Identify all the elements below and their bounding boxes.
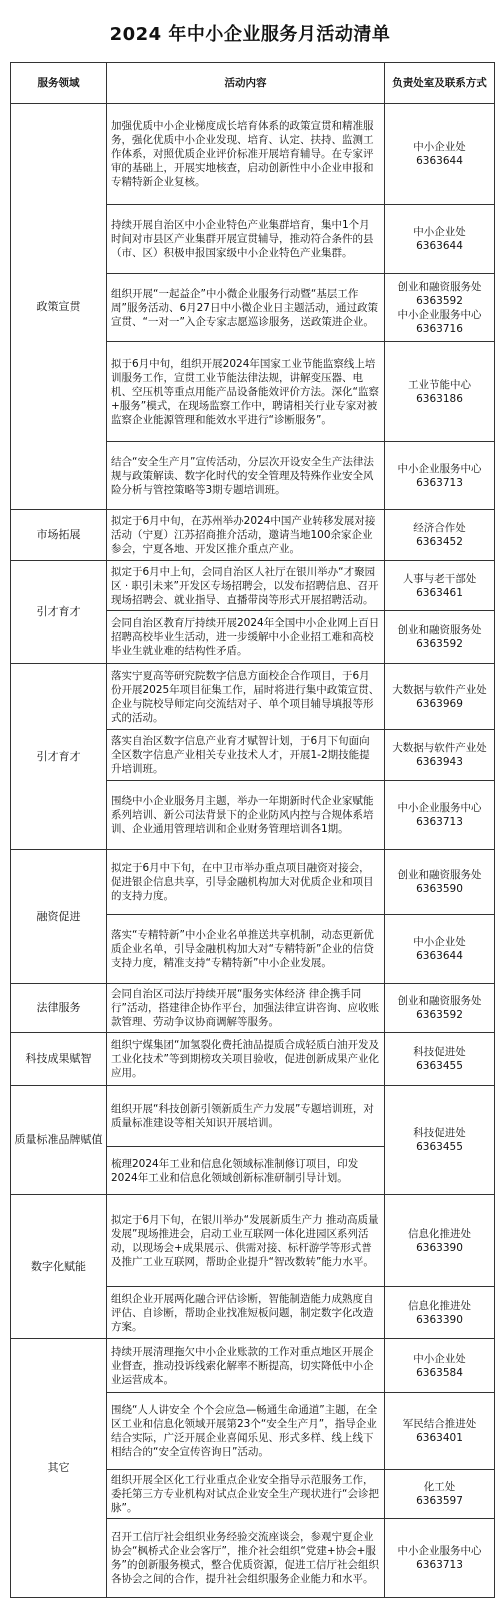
- dept-name: 经济合作处: [413, 522, 466, 534]
- dept-phone: 6363716: [416, 322, 463, 335]
- dept-name: 创业和融资服务处: [397, 995, 482, 1007]
- responsible-dept-cell: [385, 730, 495, 781]
- responsible-dept-cell: [385, 850, 495, 915]
- table-row: [11, 1086, 495, 1147]
- dept-name: 中小企业服务中心: [397, 1545, 482, 1557]
- dept-name: 中小企业处: [413, 936, 466, 948]
- activity-content-cell: 落实“专精特新”中小企业名单推送共享机制，动态更新优质企业名单，引导金融机构加大对“专精特新”企业的信贷支持力度，精准支持“专精特新”中小企业发展。: [107, 915, 385, 984]
- dept-name: 中小企业处: [413, 226, 466, 238]
- responsible-dept-cell: [385, 342, 495, 442]
- dept-name: 信息化推进处: [408, 1299, 471, 1312]
- dept-phone: 6363943: [416, 756, 463, 768]
- table-header-row: [11, 63, 495, 104]
- dept-name: 人事与老干部处: [402, 572, 477, 585]
- responsible-dept-cell: [385, 664, 495, 730]
- activity-content-cell: 组织宁煤集团“加氢裂化费托油品提质合成轻质白油开发及工业化技术”等到期榜攻关项目验收，促进创新成果产业化应用。: [107, 1033, 385, 1086]
- table-row: [11, 1033, 495, 1086]
- activity-content-cell: 围绕“人人讲安全 个个会应急—畅通生命通道”主题，在全区工业和信息化领域开展第23个“安全生产月”，指导企业结合实际，广泛开展企业喜闻乐见、形式多样、线上线下相结合的“安全宣传咨询日”活动。: [107, 1393, 385, 1470]
- dept-name: 中小企业服务中心: [397, 802, 482, 814]
- activity-content-cell: 落实宁夏高等研究院数字信息方面校企合作项目，于6月份开展2025年项目征集工作，届时将进行集中政策宣贯、企业与院校导师定向交流结对子、单个项目辅导填报等形式的活动。: [107, 664, 385, 730]
- responsible-dept-cell: [385, 781, 495, 850]
- table-row: [11, 1195, 495, 1287]
- dept-phone: 6363713: [416, 1559, 463, 1571]
- responsible-dept-cell: [385, 205, 495, 274]
- activity-content-cell: 拟定于6月中下旬，在中卫市举办重点项目融资对接会，促进银企信息共享，引导金融机构加大对优质企业和项目的支持力度。: [107, 850, 385, 915]
- dept-phone: 6363597: [416, 1495, 463, 1507]
- dept-phone: 6363455: [416, 1060, 463, 1072]
- activity-content-cell: 持续开展清理拖欠中小企业账款的工作对重点地区开展企业督查，推动投诉线索化解率不断提高，切实降低中小企业运营成本。: [107, 1339, 385, 1393]
- responsible-dept-cell: [385, 104, 495, 205]
- header-responsible-dept: 负责处室及联系方式: [385, 63, 495, 104]
- activity-content-cell: 结合“安全生产月”宣传活动，分层次开设安全生产法律法规与政策解读、数字化时代的安全管理及特殊作业安全风险分析与管控策略等3期专题培训班。: [107, 442, 385, 510]
- dept-name: 中小企业服务中心: [397, 462, 482, 475]
- dept-name: 中小企业处: [413, 1352, 466, 1365]
- dept-phone: 6363186: [416, 392, 463, 405]
- activity-content-cell: 持续开展自治区中小企业特色产业集群培育，集中1个月时间对市县区产业集群开展宣贯辅导，推动符合条件的县（市、区）积极申报国家级中小企业特色产业集群。: [107, 205, 385, 274]
- activity-content-cell: 拟定于6月下旬，在银川举办“发展新质生产力 推动高质量发展”现场推进会，启动工业互联网一体化进园区系列活动，以现场会+成果展示、供需对接、标杆游学等形式普及推广工业互联网，帮助企业提升“智改数转”能力水平。: [107, 1195, 385, 1287]
- service-area-cell: 数字化赋能: [11, 1195, 107, 1339]
- dept-phone: 6363461: [416, 586, 463, 599]
- responsible-dept-cell: [385, 274, 495, 342]
- responsible-dept-cell: [385, 442, 495, 510]
- dept-name: 信息化推进处: [408, 1227, 471, 1240]
- service-area-cell: 其它: [11, 1339, 107, 1598]
- responsible-dept-cell: [385, 1339, 495, 1393]
- table-row: [11, 1339, 495, 1393]
- service-area-cell: 市场拓展: [11, 510, 107, 561]
- responsible-dept-cell: [385, 1519, 495, 1598]
- dept-phone: 6363592: [416, 638, 463, 650]
- activity-content-cell: 拟于6月中旬，组织开展2024年国家工业节能监察线上培训服务工作，宣贯工业节能法律法规，讲解变压器、电机、空压机等重点用能产品设备能效评价方法。深化“监察+服务”模式，在现场监察工作中，聘请相关行业专家对被监察企业能源管理和能效水平进行“诊断服务”。: [107, 342, 385, 442]
- dept-name: 化工处: [423, 1481, 456, 1493]
- dept-phone: 6363590: [416, 883, 463, 895]
- dept-name: 创业和融资服务处: [397, 280, 482, 293]
- dept-name: 创业和融资服务处: [397, 869, 482, 881]
- activity-content-cell: 拟定于6月中旬，在苏州举办2024中国产业转移发展对接活动（宁夏）江苏招商推介活动，邀请当地100余家企业参会，宁夏各地、开发区推介重点产业。: [107, 510, 385, 561]
- service-area-cell: 引才育才: [11, 664, 107, 850]
- activity-content-cell: 围绕中小企业服务月主题，举办一年期新时代企业家赋能系列培训、新公司法背景下的企业防风内控与合规体系培训、企业通用管理培训和企业财务管理培训各1期。: [107, 781, 385, 850]
- dept-name: 科技促进处: [413, 1046, 466, 1058]
- table-row: [11, 850, 495, 915]
- dept-phone: 6363584: [416, 1366, 463, 1379]
- service-area-cell: 质量标准品牌赋值: [11, 1086, 107, 1195]
- dept-phone: 6363644: [416, 240, 463, 252]
- activity-content-cell: 落实自治区数字信息产业育才赋智计划，于6月下旬面向全区数字信息产业相关专业技术人才，开展1-2期技能提升培训班。: [107, 730, 385, 781]
- responsible-dept-cell: [385, 915, 495, 984]
- dept-phone: 6363452: [416, 536, 463, 548]
- activity-content-cell: 组织开展全区化工行业重点企业安全指导示范服务工作，委托第三方专业机构对试点企业安全生产现状进行“会诊把脉”。: [107, 1470, 385, 1519]
- header-activity-content: 活动内容: [107, 63, 385, 104]
- dept-name: 中小企业服务中心: [397, 308, 482, 321]
- dept-phone: 6363644: [416, 950, 463, 962]
- dept-phone: 6363592: [416, 1009, 463, 1021]
- responsible-dept-cell: [385, 1033, 495, 1086]
- table-row: [11, 984, 495, 1033]
- header-service-area: 服务领域: [11, 63, 107, 104]
- responsible-dept-cell: [385, 1195, 495, 1287]
- service-area-cell: 引才育才: [11, 561, 107, 664]
- dept-phone: 6363713: [416, 816, 463, 828]
- activity-table: [10, 62, 495, 1598]
- activity-content-cell: 会同自治区教育厅持续开展2024年全国中小企业网上百日招聘高校毕业生活动，进一步缓解中小企业招工难和高校毕业生就业难的结构性矛盾。: [107, 611, 385, 664]
- table-row: [11, 561, 495, 611]
- responsible-dept-cell: [385, 1393, 495, 1470]
- table-row: [11, 510, 495, 561]
- dept-phone: 6363644: [416, 155, 463, 167]
- dept-phone: 6363390: [416, 1241, 463, 1254]
- activity-content-cell: 会同自治区司法厅持续开展“服务实体经济 律企携手同行”活动，搭建律企协作平台，加强法律宣讲咨询、应收账款管理、劳动争议协商调解等服务。: [107, 984, 385, 1033]
- dept-phone: 6363592: [416, 294, 463, 307]
- table-body: [11, 104, 495, 1598]
- service-area-cell: 融资促进: [11, 850, 107, 984]
- dept-name: 工业节能中心: [408, 378, 471, 391]
- dept-name: 大数据与软件产业处: [392, 683, 487, 696]
- activity-content-cell: 加强优质中小企业梯度成长培育体系的政策宣贯和精准服务，强化优质中小企业发现、培育、认定、扶持、监测工作体系，对照优质企业评价标准开展培育辅导。在专家评审的基础上，开展实地核查，启动创新性中小企业申报和专精特新企业复核。: [107, 104, 385, 205]
- responsible-dept-cell: [385, 1470, 495, 1519]
- service-area-cell: 法律服务: [11, 984, 107, 1033]
- dept-name: 军民结合推进处: [402, 1418, 477, 1430]
- activity-content-cell: 组织企业开展两化融合评估诊断，智能制造能力成熟度自评估、自诊断，帮助企业找准短板问题，制定数字化改造方案。: [107, 1287, 385, 1339]
- activity-content-cell: 拟定于6月中上旬，会同自治区人社厅在银川举办“才聚园区 · 职引未来”开发区专场招聘会，以发布招聘信息、召开现场招聘会、就业指导、直播带岗等形式开展招聘活动。: [107, 561, 385, 611]
- dept-name: 中小企业处: [413, 141, 466, 153]
- responsible-dept-cell: [385, 510, 495, 561]
- activity-content-cell: 组织开展“一起益企”中小微企业服务行动暨“基层工作周”服务活动、6月27日中小微企业日主题活动，通过政策宣贯、“一对一”入企专家志愿巡诊服务，送政策进企业。: [107, 274, 385, 342]
- document-title: 2024 年中小企业服务月活动清单: [109, 24, 391, 45]
- dept-name: 创业和融资服务处: [397, 624, 482, 636]
- responsible-dept-cell: [385, 984, 495, 1033]
- table-row: [11, 664, 495, 730]
- dept-phone: 6363390: [416, 1313, 463, 1326]
- dept-phone: 6363713: [416, 476, 463, 489]
- dept-phone: 6363969: [416, 697, 463, 710]
- dept-phone: 6363401: [416, 1432, 463, 1444]
- activity-content-cell: 召开工信厅社会组织业务经验交流座谈会，参观宁夏企业协会“枫桥式企业会客厅”，推介社会组织“党建+协会+服务”的创新服务模式，整合优质资源，促进工信厅社会组织各协会之间的合作，提升社会组织服务企业能力和水平。: [107, 1519, 385, 1598]
- service-area-cell: 科技成果赋智: [11, 1033, 107, 1086]
- responsible-dept-cell: [385, 1086, 495, 1195]
- dept-name: 科技促进处: [413, 1127, 466, 1139]
- responsible-dept-cell: [385, 561, 495, 611]
- responsible-dept-cell: [385, 611, 495, 664]
- activity-content-cell: 梳理2024年工业和信息化领域标准制修订项目，印发2024年工业和信息化领域创新标准研制引导计划。: [107, 1147, 385, 1195]
- service-area-cell: 政策宣贯: [11, 104, 107, 510]
- activity-content-cell: 组织开展“科技创新引领新质生产力发展”专题培训班，对质量标准建设等相关知识开展培训。: [107, 1086, 385, 1147]
- dept-name: 大数据与软件产业处: [392, 742, 487, 754]
- responsible-dept-cell: [385, 1287, 495, 1339]
- table-row: [11, 104, 495, 205]
- dept-phone: 6363455: [416, 1141, 463, 1153]
